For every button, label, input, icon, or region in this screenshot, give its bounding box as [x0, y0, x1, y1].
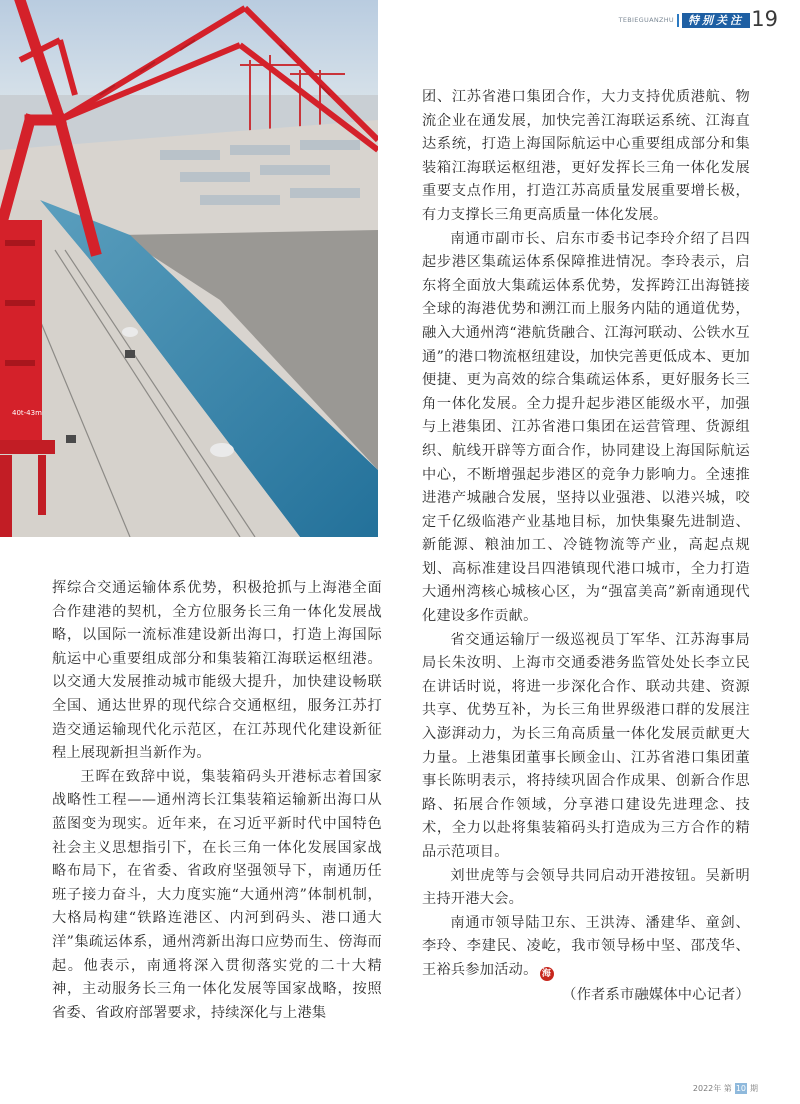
end-mark-icon: 海 [540, 967, 554, 981]
paragraph: 团、江苏省港口集团合作，大力支持优质港航、物流企业在通发展，加快完善江海联运系统、江海直达系统，打造上海国际航运中心重要组成部分和集装箱江海联运枢纽港，更好发挥长三角一体化发展重要支点作用，打造江苏高质量发展重要增长极，有力支撑长三角更高质量一体化发展。 [422, 89, 750, 223]
paragraph: 王晖在致辞中说，集装箱码头开港标志着国家战略性工程——通州湾长江集装箱运输新出海口从蓝图变为现实。近年来，在习近平新时代中国特色社会主义思想指引下，在长三角一体化发展国家战略布局下，在省委、省政府坚强领导下，南通历任班子接力奋斗，大力度实施“大通州湾”体制机制，大格局构建“铁路连港区、内河到码头、港口通大洋”集疏运体系，通州湾新出海口应势而生、傍海而起。他表示，南通将深入贯彻落实党的二十大精神，主动服务长三角一体化发展等国家战略，按照省委、省政府部署要求，持续深化与上港集 [52, 768, 382, 1021]
right-text-column [422, 86, 750, 1007]
issue-number: 10 [735, 1084, 746, 1093]
paragraph: 省交通运输厅一级巡视员丁军华、江苏海事局局长朱汝明、上海市交通委港务监管处处长李立民在讲话时说，将进一步深化合作、联动共建、资源共享、优势互补，为长三角世界级港口群的发展注入澎湃动力，为长三角高质量一体化发展贡献更大力量。上港集团董事长顾金山、江苏省港口集团董事长陈明表示，将持续巩固合作成果、创新合作思路、拓展合作领域，分享港口建设先进理念、技术，全力以赴将集装箱码头打造成为三方合作的精品示范项目。 [422, 631, 750, 860]
author-byline: （作者系市融媒体中心记者） [562, 986, 750, 1003]
section-header [619, 8, 750, 32]
paragraph-text: 南通市领导陆卫东、王洪涛、潘建华、童剑、李玲、李建民、凌屹，我市领导杨中坚、邵茂华、王裕兵参加活动。 [422, 914, 750, 978]
footer-suffix: 期 [750, 1084, 758, 1093]
paragraph: 南通市副市长、启东市委书记李玲介绍了吕四起步港区集疏运体系保障推进情况。李玲表示，启东将全面放大集疏运体系优势，发挥跨江出海链接全球的海港优势和溯江而上服务内陆的通道优势，融入大通州湾“港航货融合、江海河联动、公铁水互通”的港口物流枢纽建设，加快完善更低成本、更加便捷、更为高效的综合集疏运体系，更好服务长三角一体化发展。全力提升起步港区能级水平，加强与上港集团、江苏省港口集团在运营管理、货源组织、航线开辟等方面合作，协同建设上海国际航运中心，不断增强起步港区的竞争力影响力。全速推进港产城融合发展，坚持以业强港、以港兴城，咬定千亿级临港产业基地目标，加快集聚先进制造、新能源、粮油加工、冷链物流等产业，高起点规划、高标准建设吕四港镇现代港口城市，全力打造大通州湾核心城核心区，为“强富美高”新南通现代化建设多作贡献。 [422, 230, 750, 625]
paragraph: 刘世虎等与会领导共同启动开港按钮。吴新明主持开港大会。 [422, 867, 750, 908]
crane-marking: 40t-43m [12, 409, 42, 417]
closing-paragraph [422, 912, 750, 983]
paragraph: 挥综合交通运输体系优势，积极抢抓与上海港全面合作建港的契机，全方位服务长三角一体化发展战略，以国际一流标准建设新出海口，打造上海国际航运中心重要组成部分和集装箱江海联运枢纽港。以交通大发展推动城市能级大提升，加快建设畅联全国、通达世界的现代综合交通枢纽，服务江苏打造交通运输现代化示范区，在江苏现代化建设新征程上展现新担当新作为。 [52, 580, 382, 762]
section-label-cn: 特别关注 [682, 13, 750, 28]
issue-footer [693, 1083, 758, 1094]
section-label-en: TEBIEGUANZHU [618, 16, 674, 24]
page-number: 19 [751, 7, 778, 31]
port-crane-photo [0, 0, 378, 537]
port-aerial-illustration [0, 0, 378, 537]
footer-year: 2022年 第 [692, 1084, 732, 1093]
header-divider [677, 14, 679, 27]
left-text-column [52, 577, 382, 1025]
